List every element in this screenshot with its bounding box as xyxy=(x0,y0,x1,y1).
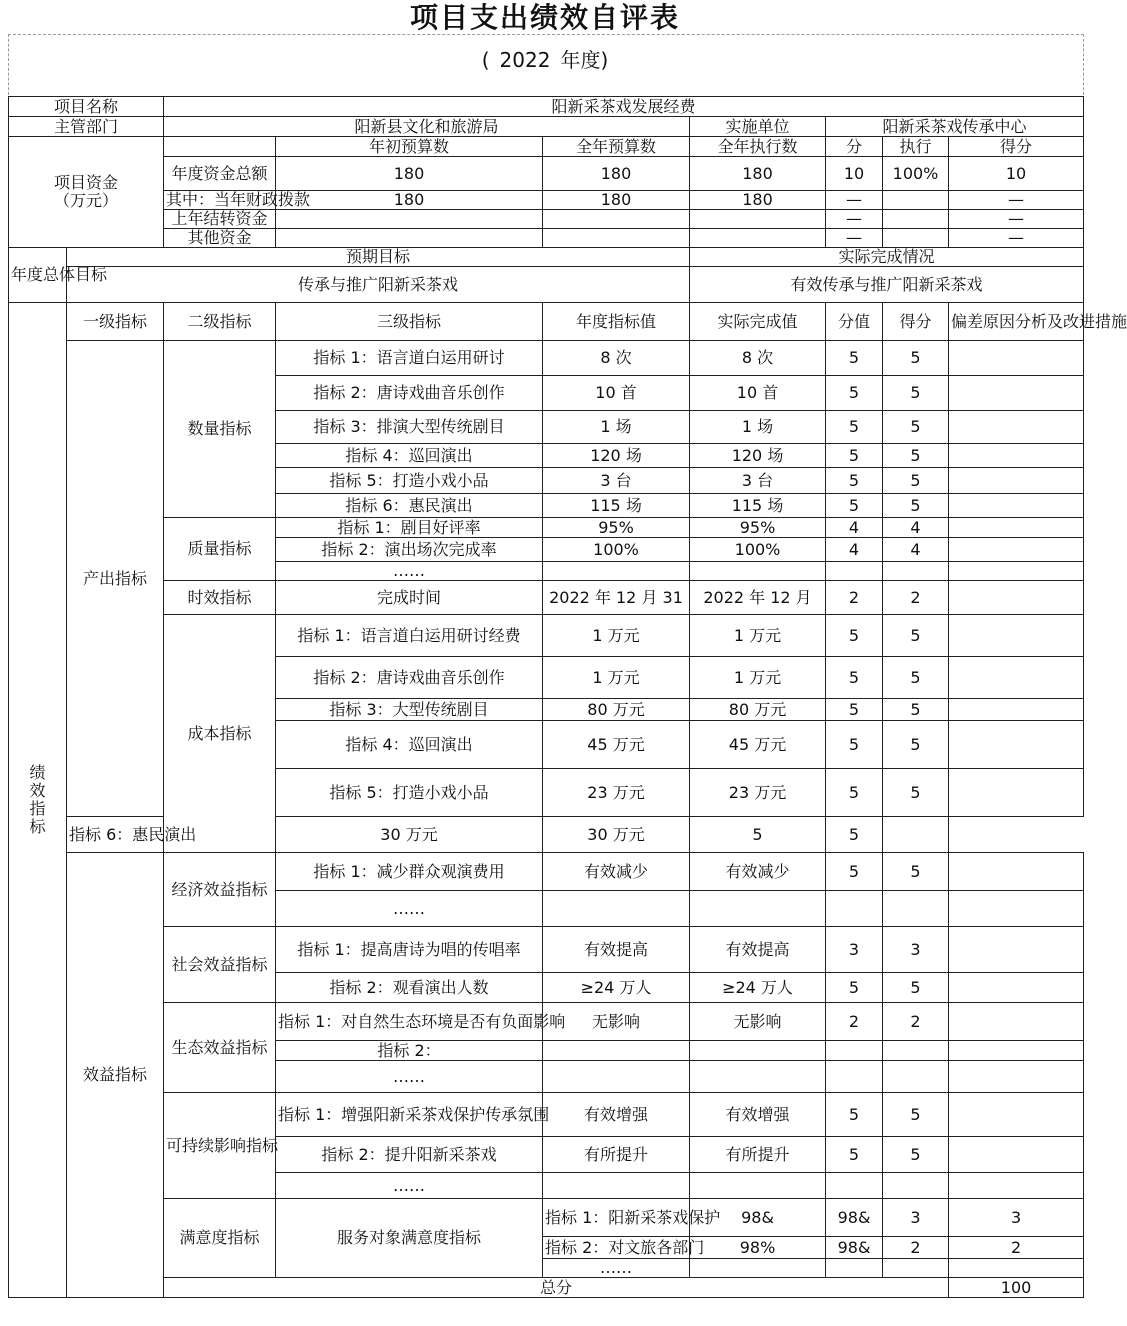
indicator-score: 5 xyxy=(826,411,883,444)
project-name-row xyxy=(9,97,1084,117)
funds-cell xyxy=(543,210,690,229)
goals-actual-label: 实际完成情况 xyxy=(690,248,1084,267)
indicator-deviation xyxy=(949,615,1084,657)
indicator-got: 5 xyxy=(883,411,949,444)
head-l2: 二级指标 xyxy=(164,303,276,341)
subtitle-label: 年度) xyxy=(560,48,609,72)
funds-cell: 100% xyxy=(883,157,949,191)
indicator-score: 5 xyxy=(826,444,883,468)
indicator-target: 30 万元 xyxy=(276,817,543,853)
funds-row xyxy=(9,191,1084,210)
indicator-target: 有所提升 xyxy=(543,1137,690,1173)
funds-cell: 180 xyxy=(543,191,690,210)
indicator-score: 5 xyxy=(826,468,883,494)
indicator-name: 指标 1：语言道白运用研讨 xyxy=(276,341,543,376)
indicator-got: 5 xyxy=(883,1137,949,1173)
project-name-label: 项目名称 xyxy=(9,97,164,117)
indicator-score: 5 xyxy=(690,817,826,853)
indicator-deviation xyxy=(949,1003,1084,1041)
indicator-actual: 有所提升 xyxy=(690,1137,826,1173)
funds-cell xyxy=(276,229,543,248)
total-row xyxy=(9,1278,1084,1298)
funds-row xyxy=(9,157,1084,191)
goals-head-row xyxy=(9,248,1084,267)
indicator-actual: 115 场 xyxy=(690,494,826,518)
dept-value: 阳新县文化和旅游局 xyxy=(164,117,690,137)
indicator-target: 有效增强 xyxy=(543,1093,690,1137)
indicator-deviation xyxy=(949,699,1084,721)
indicator-target: 1 场 xyxy=(543,411,690,444)
indicator-deviation xyxy=(949,1093,1084,1137)
l1-benefit: 效益指标 xyxy=(67,853,164,1298)
total-score: 100 xyxy=(949,1278,1084,1298)
indicator-name: 指标 1：对自然生态环境是否有负面影响 xyxy=(276,1003,543,1041)
indicator-name: 指标 1：剧目好评率 xyxy=(276,518,543,538)
indicator-name: 指标 6：惠民演出 xyxy=(67,817,164,853)
indicator-target: 100% xyxy=(543,538,690,562)
table-row xyxy=(9,927,1084,973)
impl-value: 阳新采茶戏传承中心 xyxy=(826,117,1084,137)
indicator-got: 5 xyxy=(883,973,949,1003)
indicator-actual: 有效提高 xyxy=(690,927,826,973)
funds-col-5: 执行 xyxy=(883,137,949,157)
funds-col-4: 分 xyxy=(826,137,883,157)
funds-cell xyxy=(883,210,949,229)
indicator-score: 5 xyxy=(826,699,883,721)
indicator-actual: 2022 年 12 月 xyxy=(690,581,826,615)
indicator-actual: 45 万元 xyxy=(690,721,826,769)
indicator-ellipsis: …… xyxy=(276,562,543,581)
l1-output: 产出指标 xyxy=(67,341,164,817)
head-l1: 一级指标 xyxy=(67,303,164,341)
funds-head-empty xyxy=(164,137,276,157)
indicator-deviation xyxy=(949,657,1084,699)
indicator-actual: 无影响 xyxy=(690,1003,826,1041)
funds-head-row xyxy=(9,137,1084,157)
indicator-got: 2 xyxy=(949,1237,1084,1259)
funds-row-name: 上年结转资金 xyxy=(164,210,276,229)
l2-econ: 经济效益指标 xyxy=(164,853,276,927)
indicator-actual: 3 台 xyxy=(690,468,826,494)
dept-label: 主管部门 xyxy=(9,117,164,137)
indicator-actual: 23 万元 xyxy=(690,769,826,817)
goals-expected: 传承与推广阳新采茶戏 xyxy=(67,267,690,303)
goals-label: 年度总体目标 xyxy=(9,248,67,303)
goals-actual: 有效传承与推广阳新采茶戏 xyxy=(690,267,1084,303)
funds-row-name: 其他资金 xyxy=(164,229,276,248)
indicator-actual: 有效减少 xyxy=(690,853,826,891)
indicator-actual: 98& xyxy=(826,1199,883,1237)
l2-service: 服务对象满意度指标 xyxy=(276,1199,543,1278)
indicator-name: 指标 2： xyxy=(276,1041,543,1061)
indicator-target: 有效减少 xyxy=(543,853,690,891)
indicator-got: 5 xyxy=(883,657,949,699)
indicator-head-row xyxy=(9,303,1084,341)
indicator-deviation xyxy=(949,1137,1084,1173)
indicator-name: 指标 3：大型传统剧目 xyxy=(276,699,543,721)
funds-row xyxy=(9,210,1084,229)
goals-expected-label: 预期目标 xyxy=(67,248,690,267)
indicator-actual: 1 万元 xyxy=(690,615,826,657)
head-score: 分值 xyxy=(826,303,883,341)
funds-label-line-1: 项目资金 （万元） xyxy=(54,173,119,210)
indicator-actual: 120 场 xyxy=(690,444,826,468)
funds-cell: — xyxy=(826,210,883,229)
indicator-score: 5 xyxy=(826,769,883,817)
indicator-target: 8 次 xyxy=(543,341,690,376)
indicator-score: 4 xyxy=(826,518,883,538)
indicator-actual: 8 次 xyxy=(690,341,826,376)
indicator-name: 指标 4：巡回演出 xyxy=(276,721,543,769)
indicator-score: 5 xyxy=(826,494,883,518)
indicator-name: 指标 1：提高唐诗为唱的传唱率 xyxy=(276,927,543,973)
indicator-ellipsis: …… xyxy=(276,891,543,927)
indicator-target: 98% xyxy=(690,1237,826,1259)
indicator-deviation xyxy=(949,927,1084,973)
table-row xyxy=(9,581,1084,615)
indicator-actual: 98& xyxy=(826,1237,883,1259)
indicators-side-label xyxy=(9,303,67,1298)
indicator-score: 2 xyxy=(826,581,883,615)
funds-cell: 10 xyxy=(949,157,1084,191)
indicator-score: 3 xyxy=(883,1199,949,1237)
indicator-score: 5 xyxy=(826,376,883,411)
indicator-deviation xyxy=(949,376,1084,411)
indicator-got: 5 xyxy=(883,444,949,468)
indicator-got: 5 xyxy=(883,769,949,817)
funds-col-3: 全年执行数 xyxy=(690,137,826,157)
indicator-got: 5 xyxy=(883,615,949,657)
indicator-score: 5 xyxy=(826,657,883,699)
indicator-target: 3 台 xyxy=(543,468,690,494)
indicator-score: 2 xyxy=(826,1003,883,1041)
indicator-ellipsis: …… xyxy=(543,1259,690,1278)
indicator-score: 5 xyxy=(826,853,883,891)
indicator-got: 5 xyxy=(883,494,949,518)
funds-cell xyxy=(543,229,690,248)
indicator-ellipsis: …… xyxy=(276,1061,543,1093)
indicator-actual: 10 首 xyxy=(690,376,826,411)
indicator-got: 5 xyxy=(883,468,949,494)
evaluation-table xyxy=(8,96,1127,1298)
table-row xyxy=(9,615,1084,657)
l1-satisfaction: 满意度指标 xyxy=(164,1199,276,1278)
indicator-name: 指标 2：演出场次完成率 xyxy=(276,538,543,562)
funds-cell xyxy=(690,229,826,248)
indicator-actual: 95% xyxy=(690,518,826,538)
indicator-deviation xyxy=(949,518,1084,538)
indicator-target: 1 万元 xyxy=(543,657,690,699)
indicator-deviation xyxy=(949,853,1084,891)
indicator-name: 指标 1：阳新采茶戏保护 xyxy=(543,1199,690,1237)
indicator-target: 80 万元 xyxy=(543,699,690,721)
indicator-score: 3 xyxy=(826,927,883,973)
indicator-deviation xyxy=(949,494,1084,518)
indicator-target: 98& xyxy=(690,1199,826,1237)
indicator-got: 2 xyxy=(883,581,949,615)
indicator-deviation xyxy=(949,769,1084,817)
indicator-target: 2022 年 12 月 31 xyxy=(543,581,690,615)
indicator-got: 3 xyxy=(883,927,949,973)
funds-cell: 180 xyxy=(276,157,543,191)
head-deviation: 偏差原因分析及改进措施 xyxy=(949,303,1084,341)
funds-row-name: 年度资金总额 xyxy=(164,157,276,191)
indicator-target: 120 场 xyxy=(543,444,690,468)
indicator-target: 10 首 xyxy=(543,376,690,411)
indicator-actual: 有效增强 xyxy=(690,1093,826,1137)
indicator-score: 5 xyxy=(826,721,883,769)
l2-quantity: 数量指标 xyxy=(164,341,276,518)
indicator-got: 5 xyxy=(883,853,949,891)
indicator-got: 4 xyxy=(883,518,949,538)
indicator-name: 指标 1：增强阳新采茶戏保护传承氛围 xyxy=(276,1093,543,1137)
indicator-name: 指标 5：打造小戏小品 xyxy=(276,468,543,494)
indicator-actual: 30 万元 xyxy=(543,817,690,853)
indicator-ellipsis: …… xyxy=(276,1173,543,1199)
indicator-score: 5 xyxy=(826,973,883,1003)
funds-cell: — xyxy=(826,229,883,248)
l2-time: 时效指标 xyxy=(164,581,276,615)
head-l3: 三级指标 xyxy=(276,303,543,341)
head-got: 得分 xyxy=(883,303,949,341)
funds-cell: 10 xyxy=(826,157,883,191)
indicator-actual: 80 万元 xyxy=(690,699,826,721)
indicator-target: 无影响 xyxy=(543,1003,690,1041)
head-actual: 实际完成值 xyxy=(690,303,826,341)
indicator-name: 指标 2：提升阳新采茶戏 xyxy=(276,1137,543,1173)
funds-cell: 180 xyxy=(690,157,826,191)
head-target: 年度指标值 xyxy=(543,303,690,341)
goals-row xyxy=(9,267,1084,303)
indicator-got: 3 xyxy=(949,1199,1084,1237)
indicator-target: ≥24 万人 xyxy=(543,973,690,1003)
subtitle-year: 2022 xyxy=(499,48,551,72)
indicator-target: 23 万元 xyxy=(543,769,690,817)
funds-col-6: 得分 xyxy=(949,137,1084,157)
indicator-target: 有效提高 xyxy=(543,927,690,973)
funds-cell: — xyxy=(826,191,883,210)
indicator-target: 95% xyxy=(543,518,690,538)
indicator-actual: 100% xyxy=(690,538,826,562)
funds-cell: — xyxy=(949,191,1084,210)
l2-quality: 质量指标 xyxy=(164,518,276,581)
indicator-score: 5 xyxy=(826,1137,883,1173)
indicator-deviation xyxy=(949,444,1084,468)
indicator-got: 5 xyxy=(883,376,949,411)
l2-sustain: 可持续影响指标 xyxy=(164,1093,276,1199)
funds-label xyxy=(9,137,164,248)
funds-cell xyxy=(690,210,826,229)
indicator-got: 2 xyxy=(883,1003,949,1041)
funds-cell: — xyxy=(949,210,1084,229)
funds-col-2: 全年预算数 xyxy=(543,137,690,157)
l2-eco: 生态效益指标 xyxy=(164,1003,276,1093)
indicator-actual: 1 万元 xyxy=(690,657,826,699)
l2-cost: 成本指标 xyxy=(164,615,276,853)
indicator-actual: 1 场 xyxy=(690,411,826,444)
impl-label: 实施单位 xyxy=(690,117,826,137)
indicator-got: 5 xyxy=(883,341,949,376)
funds-cell: 180 xyxy=(543,157,690,191)
funds-row-name: 其中：当年财政拨款 xyxy=(164,191,276,210)
indicator-score: 4 xyxy=(826,538,883,562)
indicator-name: 指标 2：观看演出人数 xyxy=(276,973,543,1003)
indicator-got: 4 xyxy=(883,538,949,562)
funds-cell: 180 xyxy=(690,191,826,210)
indicator-deviation xyxy=(949,411,1084,444)
funds-cell: 180 xyxy=(276,191,543,210)
indicator-got: 5 xyxy=(883,721,949,769)
subtitle-open: ( xyxy=(481,48,490,72)
indicator-deviation xyxy=(949,581,1084,615)
indicator-deviation xyxy=(949,341,1084,376)
indicator-target: 1 万元 xyxy=(543,615,690,657)
indicator-deviation xyxy=(949,721,1084,769)
table-row xyxy=(9,853,1084,891)
indicator-name: 指标 5：打造小戏小品 xyxy=(276,769,543,817)
table-row xyxy=(9,1199,1084,1237)
indicator-name: 指标 6：惠民演出 xyxy=(276,494,543,518)
indicator-name: 指标 2：唐诗戏曲音乐创作 xyxy=(276,376,543,411)
indicator-name: 指标 1：减少群众观演费用 xyxy=(276,853,543,891)
indicator-score: 5 xyxy=(826,1093,883,1137)
indicator-target: 45 万元 xyxy=(543,721,690,769)
funds-cell xyxy=(883,191,949,210)
indicator-got: 5 xyxy=(826,817,883,853)
indicator-name: 指标 2：对文旅各部门 xyxy=(543,1237,690,1259)
indicator-name: 指标 2：唐诗戏曲音乐创作 xyxy=(276,657,543,699)
indicator-actual: ≥24 万人 xyxy=(690,973,826,1003)
indicator-name: 指标 3：排演大型传统剧目 xyxy=(276,411,543,444)
table-row xyxy=(9,341,1084,376)
subtitle xyxy=(0,46,1090,74)
funds-col-1: 年初预算数 xyxy=(276,137,543,157)
indicator-deviation xyxy=(949,973,1084,1003)
table-row xyxy=(9,518,1084,538)
table-row xyxy=(9,1093,1084,1137)
indicator-target: 115 场 xyxy=(543,494,690,518)
page-title: 项目支出绩效自评表 xyxy=(409,1,680,34)
project-name: 阳新采茶戏发展经费 xyxy=(164,97,1084,117)
funds-cell xyxy=(276,210,543,229)
indicator-got: 5 xyxy=(883,1093,949,1137)
indicator-name: 指标 1：语言道白运用研讨经费 xyxy=(276,615,543,657)
indicator-name: 指标 4：巡回演出 xyxy=(276,444,543,468)
indicator-score: 2 xyxy=(883,1237,949,1259)
funds-cell xyxy=(883,229,949,248)
indicators-side-text: 绩效指标 xyxy=(29,763,46,836)
dept-row xyxy=(9,117,1084,137)
total-label: 总分 xyxy=(164,1278,949,1298)
indicator-deviation xyxy=(949,538,1084,562)
indicator-name: 完成时间 xyxy=(276,581,543,615)
funds-row xyxy=(9,229,1084,248)
funds-cell: — xyxy=(949,229,1084,248)
l2-social: 社会效益指标 xyxy=(164,927,276,1003)
indicator-deviation xyxy=(949,468,1084,494)
indicator-score: 5 xyxy=(826,615,883,657)
indicator-score: 5 xyxy=(826,341,883,376)
indicator-deviation xyxy=(883,817,949,853)
table-row xyxy=(9,1003,1084,1041)
indicator-got: 5 xyxy=(883,699,949,721)
